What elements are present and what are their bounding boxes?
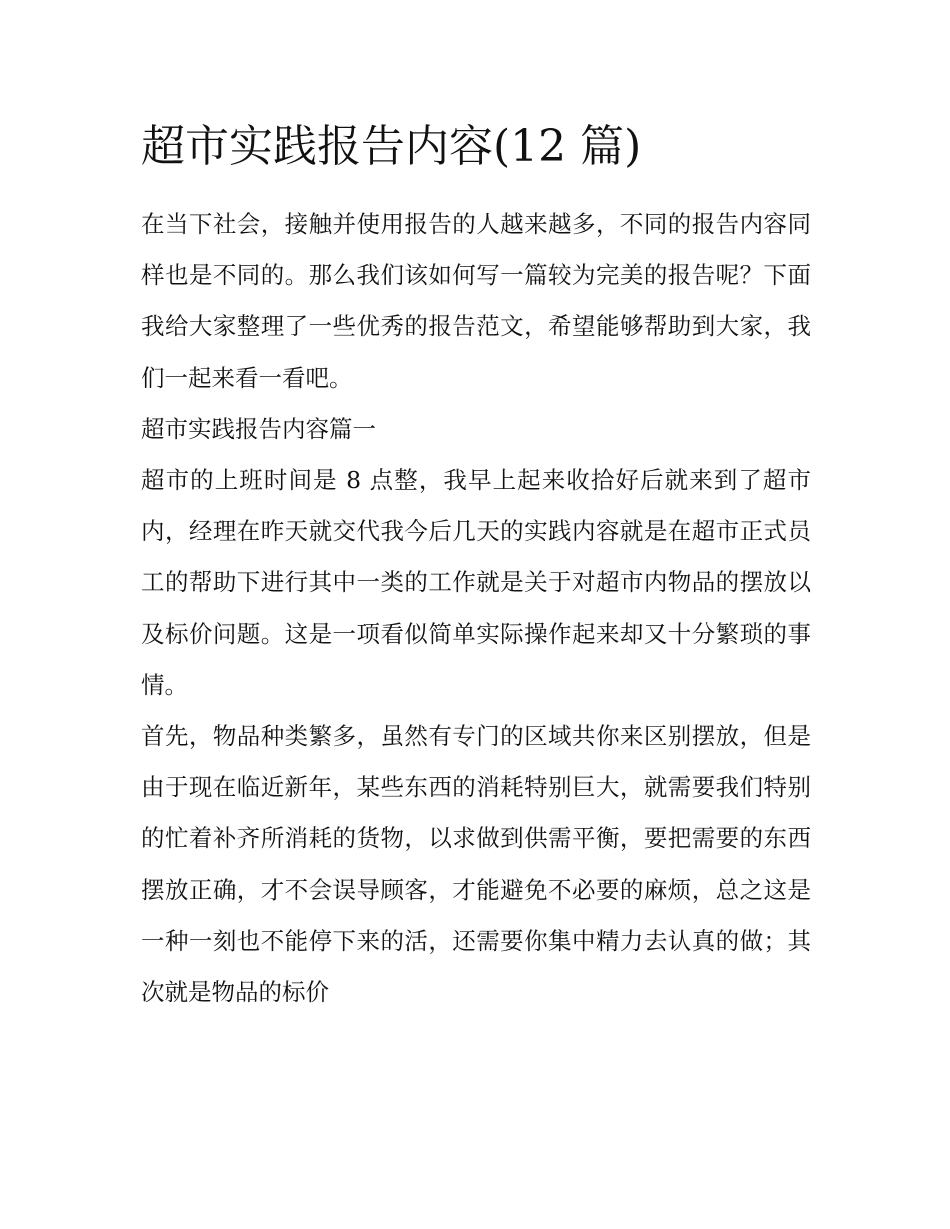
document-title: 超市实践报告内容(12 篇) [141, 121, 642, 172]
document-body [141, 199, 811, 1018]
body-paragraph: 超市的上班时间是 8 点整，我早上起来收拾好后就来到了超市内，经理在昨天就交代我今后几天的实践内容就是在超市正式员工的帮助下进行其中一类的工作就是关于对超市内物品的摆放以及标价问题。这是一项看似简单实际操作起来却又十分繁琐的事情。 [141, 466, 811, 699]
intro-paragraph: 在当下社会，接触并使用报告的人越来越多，不同的报告内容同样也是不同的。那么我们该如何写一篇较为完美的报告呢？下面我给大家整理了一些优秀的报告范文，希望能够帮助到大家，我们一起来看一看吧。 [141, 210, 811, 392]
section-heading: 超市实践报告内容篇一 [141, 414, 376, 443]
body-paragraph: 首先，物品种类繁多，虽然有专门的区域共你来区别摆放，但是由于现在临近新年，某些东西的消耗特别巨大，就需要我们特别的忙着补齐所消耗的货物，以求做到供需平衡，要把需要的东西摆放正确，才不会误导顾客，才能避免不必要的麻烦，总之这是一种一刻也不能停下来的活，还需要你集中精力去认真的做；其次就是物品的标价 [141, 722, 811, 1007]
